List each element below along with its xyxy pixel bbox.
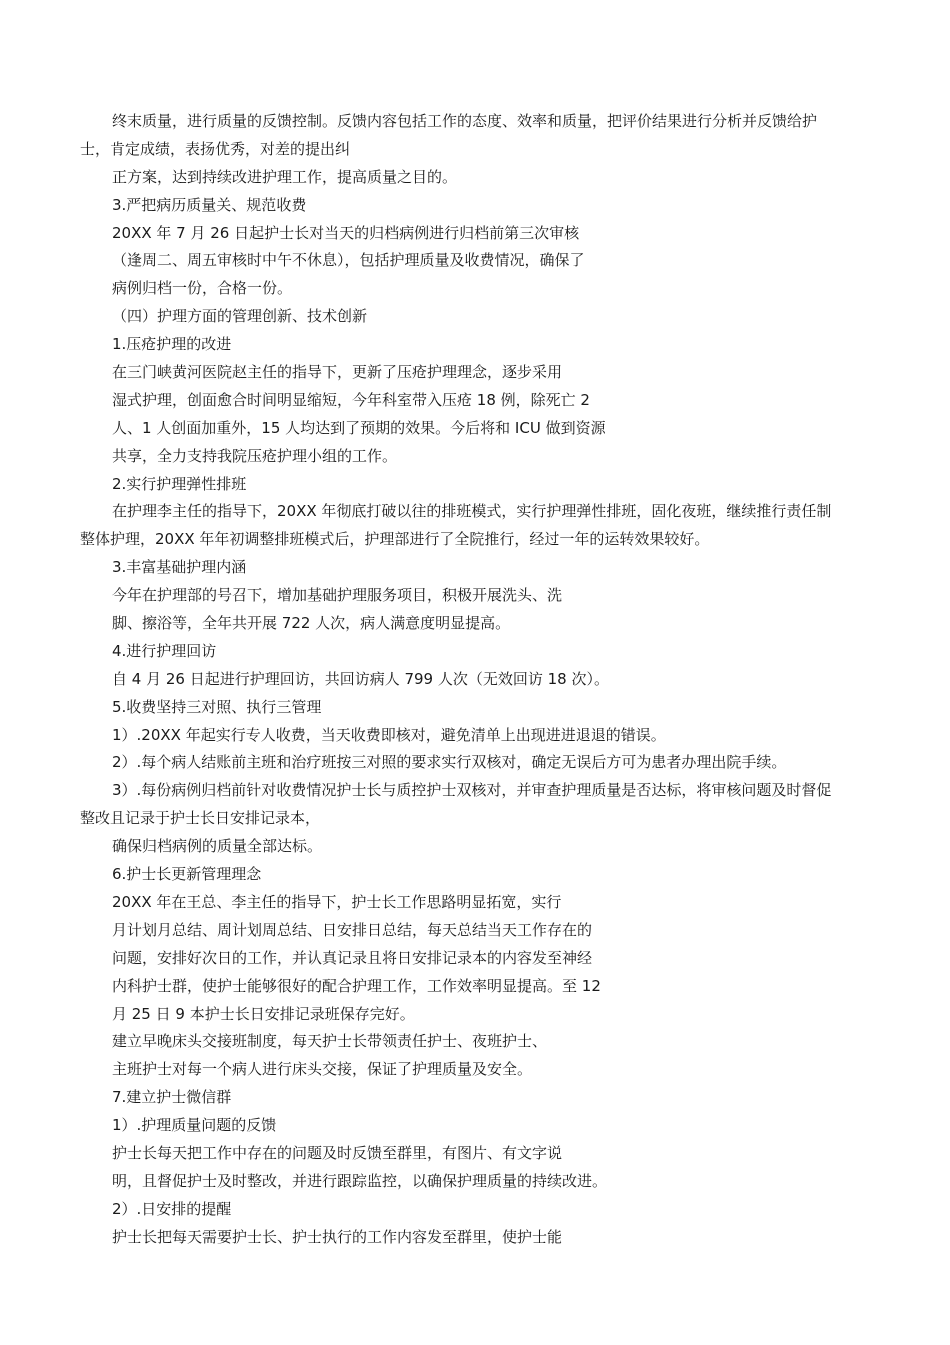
- text-line: 1）.护理质量问题的反馈: [112, 1116, 277, 1135]
- text-line: 士，肯定成绩，表扬优秀，对差的提出纠: [80, 139, 351, 158]
- text-line: 湿式护理，创面愈合时间明显缩短，今年科室带入压疮 18 例，除死亡 2: [112, 390, 590, 409]
- text-line: 整改且记录于护士长日安排记录本，: [80, 809, 321, 828]
- text-line: 护士长把每天需要护士长、护士执行的工作内容发至群里，使护士能: [112, 1227, 563, 1246]
- text-line: 在护理李主任的指导下，20XX 年彻底打破以往的排班模式，实行护理弹性排班，固化夜班，继续推行责任制: [112, 502, 832, 521]
- text-line: 整体护理，20XX 年年初调整排班模式后，护理部进行了全院推行，经过一年的运转效果较好。: [80, 530, 710, 549]
- text-line: 共享，全力支持我院压疮护理小组的工作。: [112, 446, 398, 465]
- text-line: 月 25 日 9 本护士长日安排记录班保存完好。: [112, 1004, 415, 1023]
- text-line: 6.护士长更新管理理念: [112, 865, 262, 884]
- text-line: 2）.每个病人结账前主班和治疗班按三对照的要求实行双核对，确定无误后方可为患者办理出院手续。: [112, 753, 787, 772]
- text-line: （四）护理方面的管理创新、技术创新: [112, 307, 368, 326]
- text-line: 问题，安排好次日的工作，并认真记录且将日安排记录本的内容发至神经: [112, 948, 593, 967]
- text-line: 20XX 年在王总、李主任的指导下，护士长工作思路明显拓宽，实行: [112, 892, 562, 911]
- text-line: 1.压疮护理的改进: [112, 335, 232, 354]
- text-line: 3.丰富基础护理内涵: [112, 558, 247, 577]
- text-line: 护士长每天把工作中存在的问题及时反馈至群里，有图片、有文字说: [112, 1143, 563, 1162]
- text-line: 主班护士对每一个病人进行床头交接，保证了护理质量及安全。: [112, 1060, 533, 1079]
- text-line: 人、1 人创面加重外，15 人均达到了预期的效果。今后将和 ICU 做到资源: [112, 418, 606, 437]
- text-line: 内科护士群，使护士能够很好的配合护理工作，工作效率明显提高。至 12: [112, 976, 601, 995]
- text-line: 3.严把病历质量关、规范收费: [112, 195, 307, 214]
- text-line: 月计划月总结、周计划周总结、日安排日总结，每天总结当天工作存在的: [112, 920, 593, 939]
- text-line: 病例归档一份，合格一份。: [112, 279, 293, 298]
- text-line: 终末质量，进行质量的反馈控制。反馈内容包括工作的态度、效率和质量，把评价结果进行分析并反馈给护: [112, 112, 818, 130]
- text-line: 20XX 年 7 月 26 日起护士长对当天的归档病例进行归档前第三次审核: [112, 223, 580, 242]
- text-line: 正方案，达到持续改进护理工作，提高质量之目的。: [112, 167, 458, 186]
- text-line: 建立早晚床头交接班制度，每天护士长带领责任护士、夜班护士、: [112, 1032, 548, 1051]
- text-line: 明，且督促护士及时整改，并进行跟踪监控，以确保护理质量的持续改进。: [112, 1171, 608, 1190]
- text-line: 2.实行护理弹性排班: [112, 474, 247, 493]
- text-line: 5.收费坚持三对照、执行三管理: [112, 697, 322, 716]
- text-line: 在三门峡黄河医院赵主任的指导下，更新了压疮护理理念，逐步采用: [112, 363, 563, 382]
- text-line: 脚、擦浴等，全年共开展 722 人次，病人满意度明显提高。: [112, 614, 511, 633]
- text-line: （逢周二、周五审核时中午不休息），包括护理质量及收费情况，确保了: [112, 251, 585, 270]
- text-line: 2）.日安排的提醒: [112, 1199, 232, 1218]
- text-line: 7.建立护士微信群: [112, 1088, 232, 1107]
- document-body: [80, 108, 880, 1252]
- text-line: 1）.20XX 年起实行专人收费，当天收费即核对，避免清单上出现进进退退的错误。: [112, 725, 666, 744]
- text-line: 4.进行护理回访: [112, 641, 217, 660]
- text-line: 确保归档病例的质量全部达标。: [112, 837, 323, 856]
- text-line: 今年在护理部的号召下，增加基础护理服务项目，积极开展洗头、洗: [112, 586, 563, 605]
- text-line: 自 4 月 26 日起进行护理回访，共回访病人 799 人次（无效回访 18 次）。: [112, 669, 609, 688]
- text-line: 3）.每份病例归档前针对收费情况护士长与质控护士双核对，并审查护理质量是否达标，将审核问题及时督促: [112, 781, 832, 800]
